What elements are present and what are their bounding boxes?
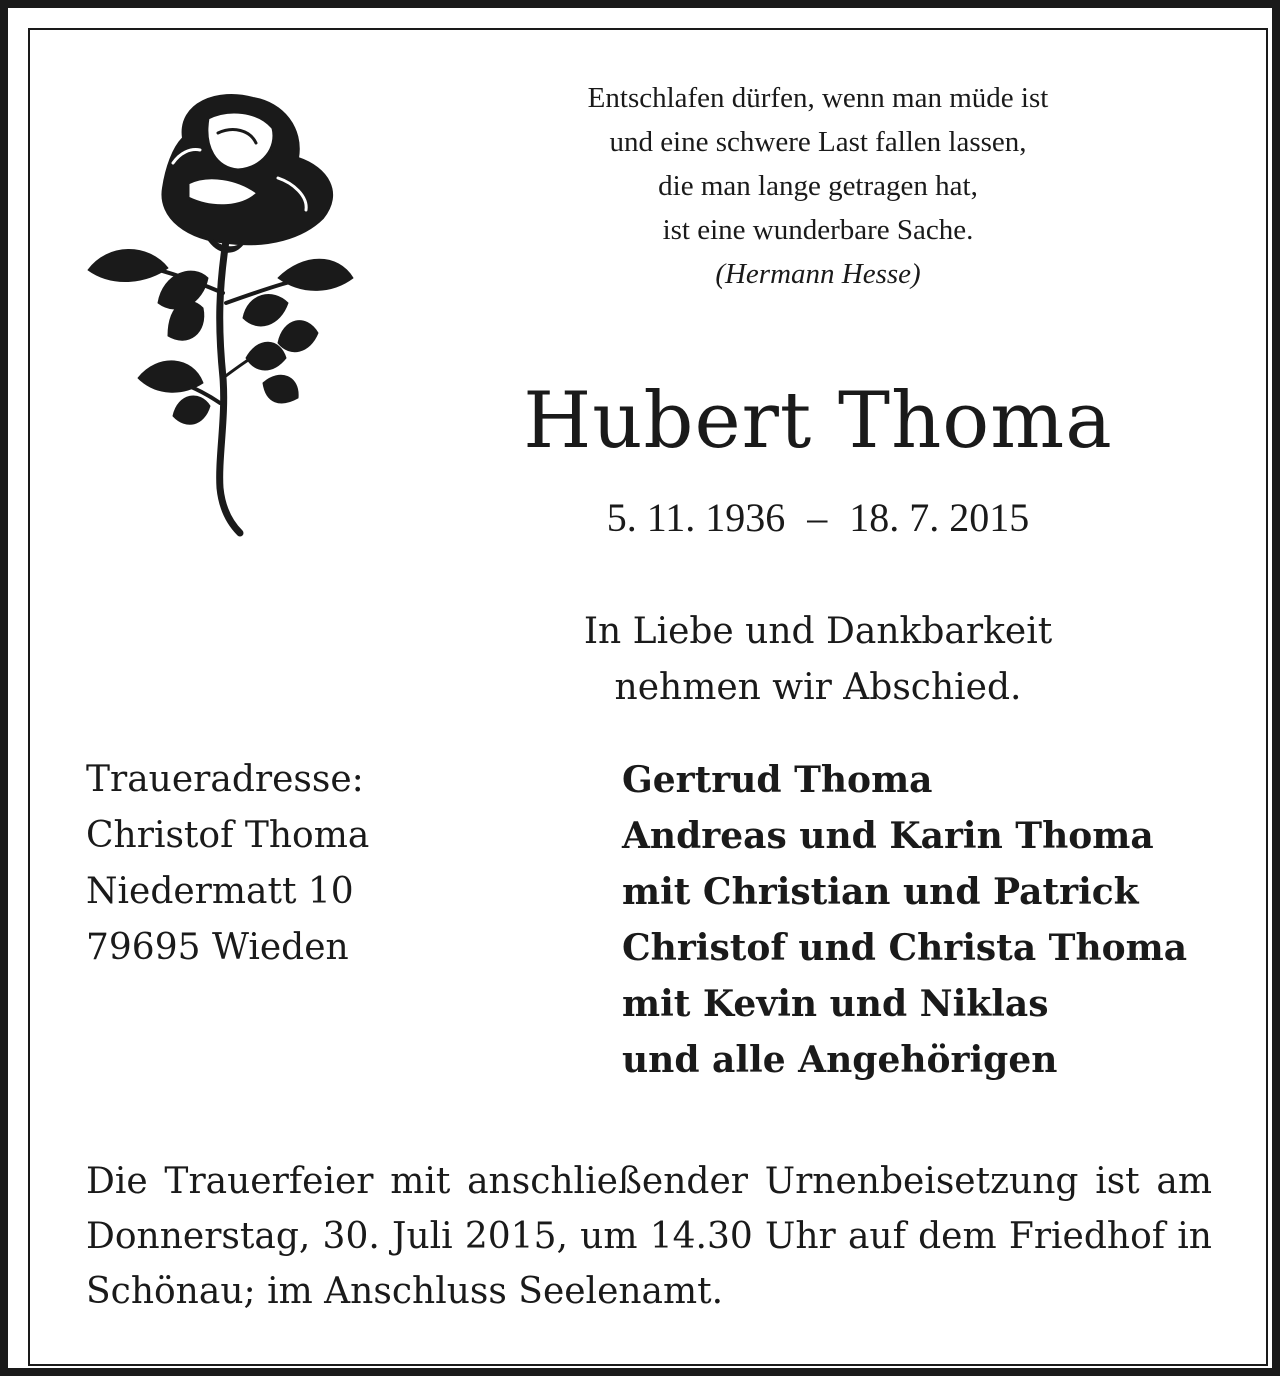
mourner-line: mit Kevin und Niklas <box>622 983 1049 1025</box>
address-line: Niedermatt 10 <box>86 871 354 912</box>
mourner-line: Andreas und Karin Thoma <box>622 815 1154 857</box>
mourner-line: Christof und Christa Thoma <box>622 927 1188 969</box>
mourner-line: Gertrud Thoma <box>622 759 933 801</box>
life-dates <box>408 488 1228 548</box>
date-separator: – <box>807 495 828 540</box>
farewell-line: nehmen wir Abschied. <box>614 667 1022 708</box>
farewell-text <box>408 604 1228 716</box>
mourner-line: und alle Angehörigen <box>622 1039 1058 1081</box>
address-line: 79695 Wieden <box>86 927 349 968</box>
address-line: Christof Thoma <box>86 815 370 856</box>
poem-line: und eine schwere Last fallen lassen, <box>609 126 1027 158</box>
death-date: 18. 7. 2015 <box>849 495 1030 540</box>
birth-date: 5. 11. 1936 <box>606 495 786 540</box>
poem-line: die man lange getragen hat, <box>658 170 978 202</box>
poem-line: Entschlafen dürfen, wenn man müde ist <box>587 82 1049 114</box>
address-heading: Traueradresse: <box>86 759 364 800</box>
poem-author: (Hermann Hesse) <box>715 258 921 290</box>
obituary-notice <box>8 8 1272 1368</box>
mourners-list <box>622 752 1242 1088</box>
poem-quote <box>408 76 1228 296</box>
mourning-address <box>86 752 566 976</box>
mourner-line: mit Christian und Patrick <box>622 871 1139 913</box>
rose-icon <box>68 78 368 538</box>
deceased-name: Hubert Thoma <box>523 376 1113 466</box>
farewell-line: In Liebe und Dankbarkeit <box>583 611 1053 652</box>
funeral-announcement: Die Trauerfeier mit anschließender Urnenbeisetzung ist am Donnerstag, 30. Juli 2015, um 14.30 Uhr auf dem Friedhof in Schönau; im Anschluss Seelenamt. <box>86 1161 1212 1312</box>
poem-line: ist eine wunderbare Sache. <box>662 214 974 246</box>
